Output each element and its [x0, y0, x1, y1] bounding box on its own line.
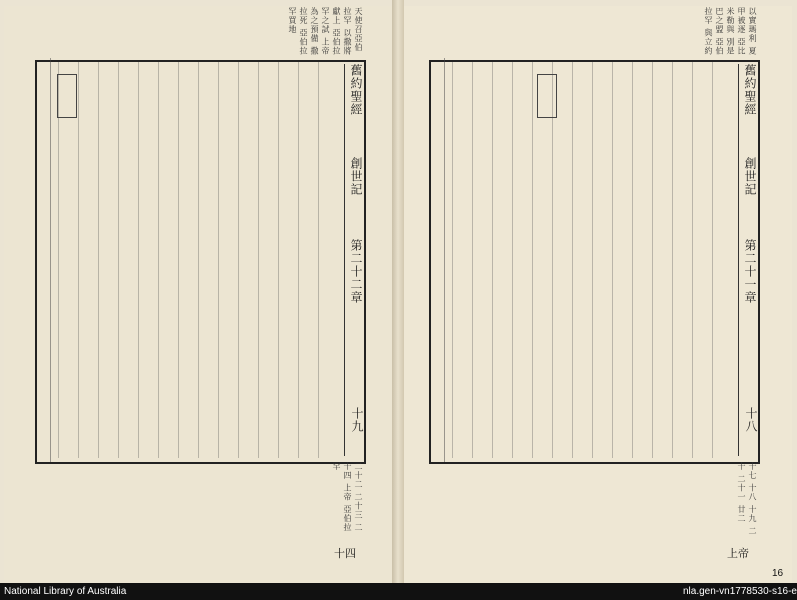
book-gutter: [392, 0, 404, 583]
right-top-note-1: 以實瑪利: [748, 7, 757, 43]
left-top-note-6: 亞伯拉罕買地: [288, 7, 308, 56]
right-inline-mark-box: [537, 74, 557, 118]
right-top-note-2: 夏甲被逐: [737, 7, 757, 56]
left-header-page-mark: 十九: [350, 407, 364, 433]
right-top-note-4: 別是巴之盟: [715, 7, 735, 56]
library-footer: [0, 583, 797, 600]
left-column-shadow: [50, 58, 51, 462]
right-column-shadow: [444, 58, 445, 462]
right-bottom-note-1: 十七: [748, 462, 757, 480]
right-bottom-note-6: 廿二: [737, 505, 746, 524]
left-column-lines: [38, 62, 342, 458]
left-running-header: [344, 64, 367, 456]
right-page-number: 上帝: [727, 547, 749, 560]
right-top-note-3: 亞比米勒與: [726, 7, 746, 56]
left-bottom-notes: [36, 462, 364, 537]
left-top-note-4: 上帝為之預備: [310, 7, 330, 56]
left-bottom-note-4: 上帝: [343, 483, 352, 502]
left-top-note-3: 亞伯拉罕之試: [321, 7, 341, 56]
left-bottom-note-2: 二十三: [354, 492, 363, 520]
right-bottom-notes: [430, 462, 758, 537]
left-bottom-note-3: 二十四: [343, 462, 363, 533]
right-column-lines: [432, 62, 736, 458]
left-header-book: 創世記: [349, 157, 363, 196]
corner-mark: 16: [772, 568, 784, 579]
left-page-number: 十四: [334, 547, 356, 560]
right-bottom-note-4: 二十: [737, 462, 757, 536]
right-header-page-mark: 十八: [744, 407, 758, 433]
right-running-header: [738, 64, 761, 456]
left-bottom-note-1: 二十二: [354, 462, 363, 489]
right-top-notes: [430, 7, 758, 57]
left-top-note-2: 以撒將獻上: [332, 7, 352, 56]
left-top-note-5: 撒拉死: [299, 7, 319, 56]
left-inline-mark-box: [57, 74, 77, 118]
right-top-note-6: 與立約: [704, 28, 713, 56]
left-bottom-note-5: 亞伯拉罕: [332, 462, 352, 533]
right-bottom-note-5: 二十一: [737, 474, 746, 502]
left-header-chapter: 第二十二章: [349, 239, 363, 304]
right-bottom-note-3: 十九: [748, 505, 757, 524]
right-top-note-5: 亞伯拉罕: [704, 7, 724, 56]
right-header-title: 舊約聖經: [743, 64, 757, 116]
right-header-chapter: 第二十一章: [743, 239, 757, 304]
left-top-note-1: 天使召亞伯拉罕: [343, 7, 363, 52]
left-top-notes: [36, 7, 364, 57]
left-header-title: 舊約聖經: [349, 64, 363, 116]
right-bottom-note-2: 十八: [748, 483, 757, 502]
footer-record-id: nla.gen-vn1778530-s16-e: [683, 586, 797, 597]
footer-library-name: National Library of Australia: [4, 586, 127, 597]
right-header-book: 創世記: [743, 157, 757, 196]
